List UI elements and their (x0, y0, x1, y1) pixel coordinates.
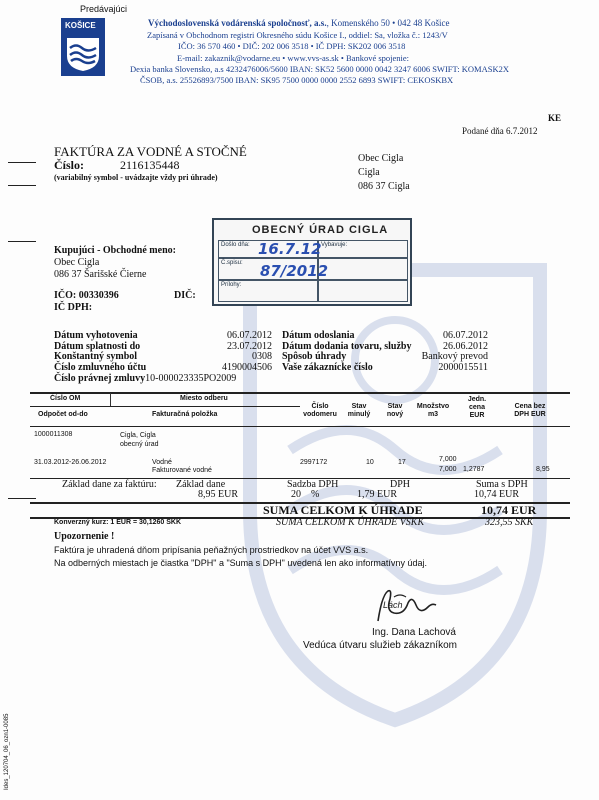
vat-rate-unit: % (311, 489, 320, 500)
col-header-new (380, 403, 410, 419)
fold-mark (8, 185, 36, 186)
fold-mark (8, 162, 36, 163)
stamp-handwritten-date: 16.7.12 (258, 240, 322, 258)
stamp-handler-cell (318, 240, 408, 258)
fold-mark (8, 498, 36, 499)
conversion-rate: Konverzný kurz: 1 EUR = 30,1260 SKK (54, 519, 182, 526)
buyer-ico: IČO: 00330396 (54, 290, 119, 301)
stamp-handwritten-number: 87/2012 (260, 262, 329, 280)
col-header-unit-price-line: Jedn. (467, 396, 487, 403)
table-top-rule (30, 392, 570, 394)
table-header-rule (30, 406, 300, 407)
total-with-vat-value: 10,74 EUR (474, 489, 519, 500)
company-name-line (148, 18, 449, 28)
col-header-unit-price (460, 396, 494, 420)
col-header-price (500, 403, 560, 419)
col-header-period: Odpočet od-do (38, 411, 88, 418)
col-header-new-line: nový (386, 411, 404, 418)
stamp-received-label: Došlo dňa: (221, 242, 250, 248)
col-header-price-line: Cena bez (514, 403, 546, 410)
col-header-prev-line: minulý (347, 411, 371, 418)
recipient-line: Obec Cigla (358, 153, 404, 164)
tax-base-invoice-label: Základ dane za faktúru: (62, 479, 157, 490)
contact-line: E-mail: zakaznik@vodarne.eu • www.vvs-as.sk • Bankové spojenie: (177, 53, 410, 63)
tax-base-label: Základ dane (176, 479, 226, 490)
signatory-role: Vedúca útvaru služieb zákazníkom (303, 640, 457, 651)
date-value: 26.06.2012 (443, 340, 488, 352)
date-label: Konštantný symbol (54, 351, 138, 362)
table-header-bottom-rule (30, 426, 570, 427)
date-label: Dátum splatnosti do (54, 340, 141, 352)
logo-wave-icon (65, 34, 101, 72)
grand-total-label: SUMA CELKOM K ÚHRADE (263, 503, 423, 517)
document-scan-code: Ides_120704_06_ozn1-0085 (4, 713, 10, 790)
company-name: Východoslovenská vodárenská spoločnosť, a.s. (148, 18, 327, 28)
stamp-empty-cell (318, 280, 408, 302)
stamp-empty-cell (318, 258, 408, 280)
recipient-line: Cigla (358, 167, 380, 178)
total-with-vat-label: Suma s DPH (476, 479, 528, 490)
stamp-attachments-cell (218, 280, 318, 302)
item-name: Fakturované vodné (152, 467, 212, 474)
tax-base-value: 8,95 EUR (198, 489, 238, 500)
date-label: Spôsob úhrady (282, 351, 347, 362)
vat-value: 1,79 EUR (357, 489, 397, 500)
om-number: 1000011308 (34, 431, 73, 438)
col-header-meter-line: vodomeru (303, 411, 337, 418)
invoice-number: 2116135448 (120, 158, 180, 172)
invoice-title: FAKTÚRA ZA VODNÉ A STOČNÉ (54, 144, 247, 159)
grand-total-value: 10,74 EUR (481, 503, 537, 517)
handwritten-signature (370, 585, 440, 625)
buyer-address (54, 257, 147, 281)
table-col-divider (110, 393, 111, 406)
date-value: 06.07.2012 (443, 330, 488, 341)
buyer-dic: DIČ: (174, 290, 196, 301)
contract-line (54, 373, 236, 384)
date-label: Dátum dodania tovaru, služby (282, 340, 412, 352)
quantity: 7,000 (439, 456, 457, 463)
meter-number: 2997172 (300, 459, 328, 466)
bank-line-2: ČSOB, a.s. 25526893/7500 IBAN: SK95 7500 0000 0000 2552 6893 SWIFT: CEKOSKBX (140, 75, 454, 85)
recipient-address (358, 152, 410, 194)
logo-text: KOŠICE (65, 21, 96, 30)
col-header-qty (410, 403, 456, 419)
buyer-line: Obec Cigla (54, 257, 100, 268)
tax-ids-line: IČO: 36 570 460 • DIČ: 202 006 3518 • IČ DPH: SK202 006 3518 (178, 41, 406, 51)
col-header-prev (344, 403, 374, 419)
registry-stamp (212, 218, 412, 306)
bank-line-1: Dexia banka Slovensko, a.s 4232476006/5600 IBAN: SK52 5600 0000 0042 3247 6006 SWIFT: KOMASK2X (130, 64, 509, 74)
seller-label: Predávajúci (80, 4, 128, 14)
variable-symbol-note: (variabilný symbol - uvádzajte vždy pri úhrade) (54, 173, 218, 182)
date-value: 4190004506 (222, 361, 272, 373)
recipient-line: 086 37 Cigla (358, 181, 410, 192)
new-reading: 17 (398, 459, 406, 466)
grand-total-skk-label: SUMA CELKOM K ÚHRADE VSKK (276, 517, 425, 528)
signature-scribble: Lách (383, 600, 403, 610)
line-price: 8,95 (536, 466, 550, 473)
company-address: , Komenského 50 • 042 48 Košice (326, 18, 450, 28)
col-header-new-line: Stav (387, 403, 403, 410)
vat-rate-label: Sadzba DPH (287, 479, 339, 490)
vat-rate-value: 20 (291, 489, 301, 500)
date-value: 2000015511 (438, 361, 488, 373)
buyer-line: 086 37 Šarišské Čierne (54, 269, 147, 280)
dates-right-labels (282, 331, 411, 373)
date-value: Bankový prevod (421, 351, 488, 362)
buyer-label: Kupujúci - Obchodné meno: (54, 245, 176, 256)
col-header-meter (300, 403, 340, 419)
stamp-attachments-label: Prílohy: (221, 282, 242, 288)
date-label: Číslo zmluvného účtu (54, 361, 147, 373)
col-header-unit-price-line: cena (469, 404, 485, 411)
dates-left-values (192, 331, 272, 373)
signatory-name: Ing. Dana Lachová (372, 627, 456, 638)
date-value: 06.07.2012 (227, 330, 272, 341)
col-header-place: Miesto odberu (180, 395, 228, 402)
unit-price: 1,2787 (463, 466, 485, 473)
col-header-om: Číslo OM (50, 395, 81, 402)
notice-line: Faktúra je uhradená dňom pripísania peňažných prostriedkov na účet VVS a.s. (54, 545, 369, 555)
om-place-line: Cigla, Cigla (120, 432, 156, 439)
reading-period: 31.03.2012-26.06.2012 (34, 459, 107, 466)
dates-right-values (408, 331, 488, 373)
col-header-unit-price-line: EUR (469, 412, 485, 419)
registration-line: Zapísaná v Obchodnom registri Okresného súdu Košice I., oddiel: Sa, vložka č.: 1243/V (147, 30, 448, 40)
date-label: Dátum odoslania (282, 330, 355, 341)
company-logo (61, 18, 105, 76)
prev-reading: 10 (366, 459, 374, 466)
col-header-price-line: DPH EUR (514, 411, 546, 418)
col-header-prev-line: Stav (351, 403, 367, 410)
item-name: Vodné (152, 459, 172, 466)
date-value: 23.07.2012 (227, 340, 272, 352)
col-header-qty-line: Množstvo (416, 403, 450, 410)
dates-left-labels (54, 331, 146, 373)
contract-value: 10-000023335PO2009 (145, 373, 237, 384)
vat-label: DPH (390, 479, 411, 490)
region-code: KE (548, 113, 562, 123)
stamp-title: OBECNÝ ÚRAD CIGLA (252, 224, 389, 236)
om-place-line: obecný úrad (120, 441, 159, 448)
notice-line: Na odberných miestach je čiastka "DPH" a "Suma s DPH" uvedená len ako informatívny údaj. (54, 558, 427, 568)
date-label: Dátum vyhotovenia (54, 330, 138, 341)
date-value: 0308 (252, 351, 272, 362)
grand-total-skk-value: 323,55 SKK (485, 517, 534, 528)
notice-heading: Upozornenie ! (54, 531, 115, 542)
billed-quantity: 7,000 (439, 466, 457, 473)
fold-mark (8, 241, 36, 242)
buyer-icdph: IČ DPH: (54, 302, 93, 313)
stamp-handler-label: Vybavuje: (321, 242, 348, 248)
col-header-item: Fakturačná položka (152, 411, 218, 418)
item-names (152, 459, 212, 475)
stamp-file-label: Č.spisu: (221, 260, 243, 266)
contract-label: Číslo právnej zmluvy (54, 373, 146, 384)
om-place (120, 431, 159, 449)
col-header-qty-line: m3 (427, 411, 439, 418)
submitted-date: Podané dňa 6.7.2012 (462, 126, 538, 136)
invoice-number-label: Číslo: (54, 158, 84, 172)
date-label: Vaše zákaznícke číslo (282, 361, 373, 373)
col-header-meter-line: Číslo (311, 403, 329, 410)
